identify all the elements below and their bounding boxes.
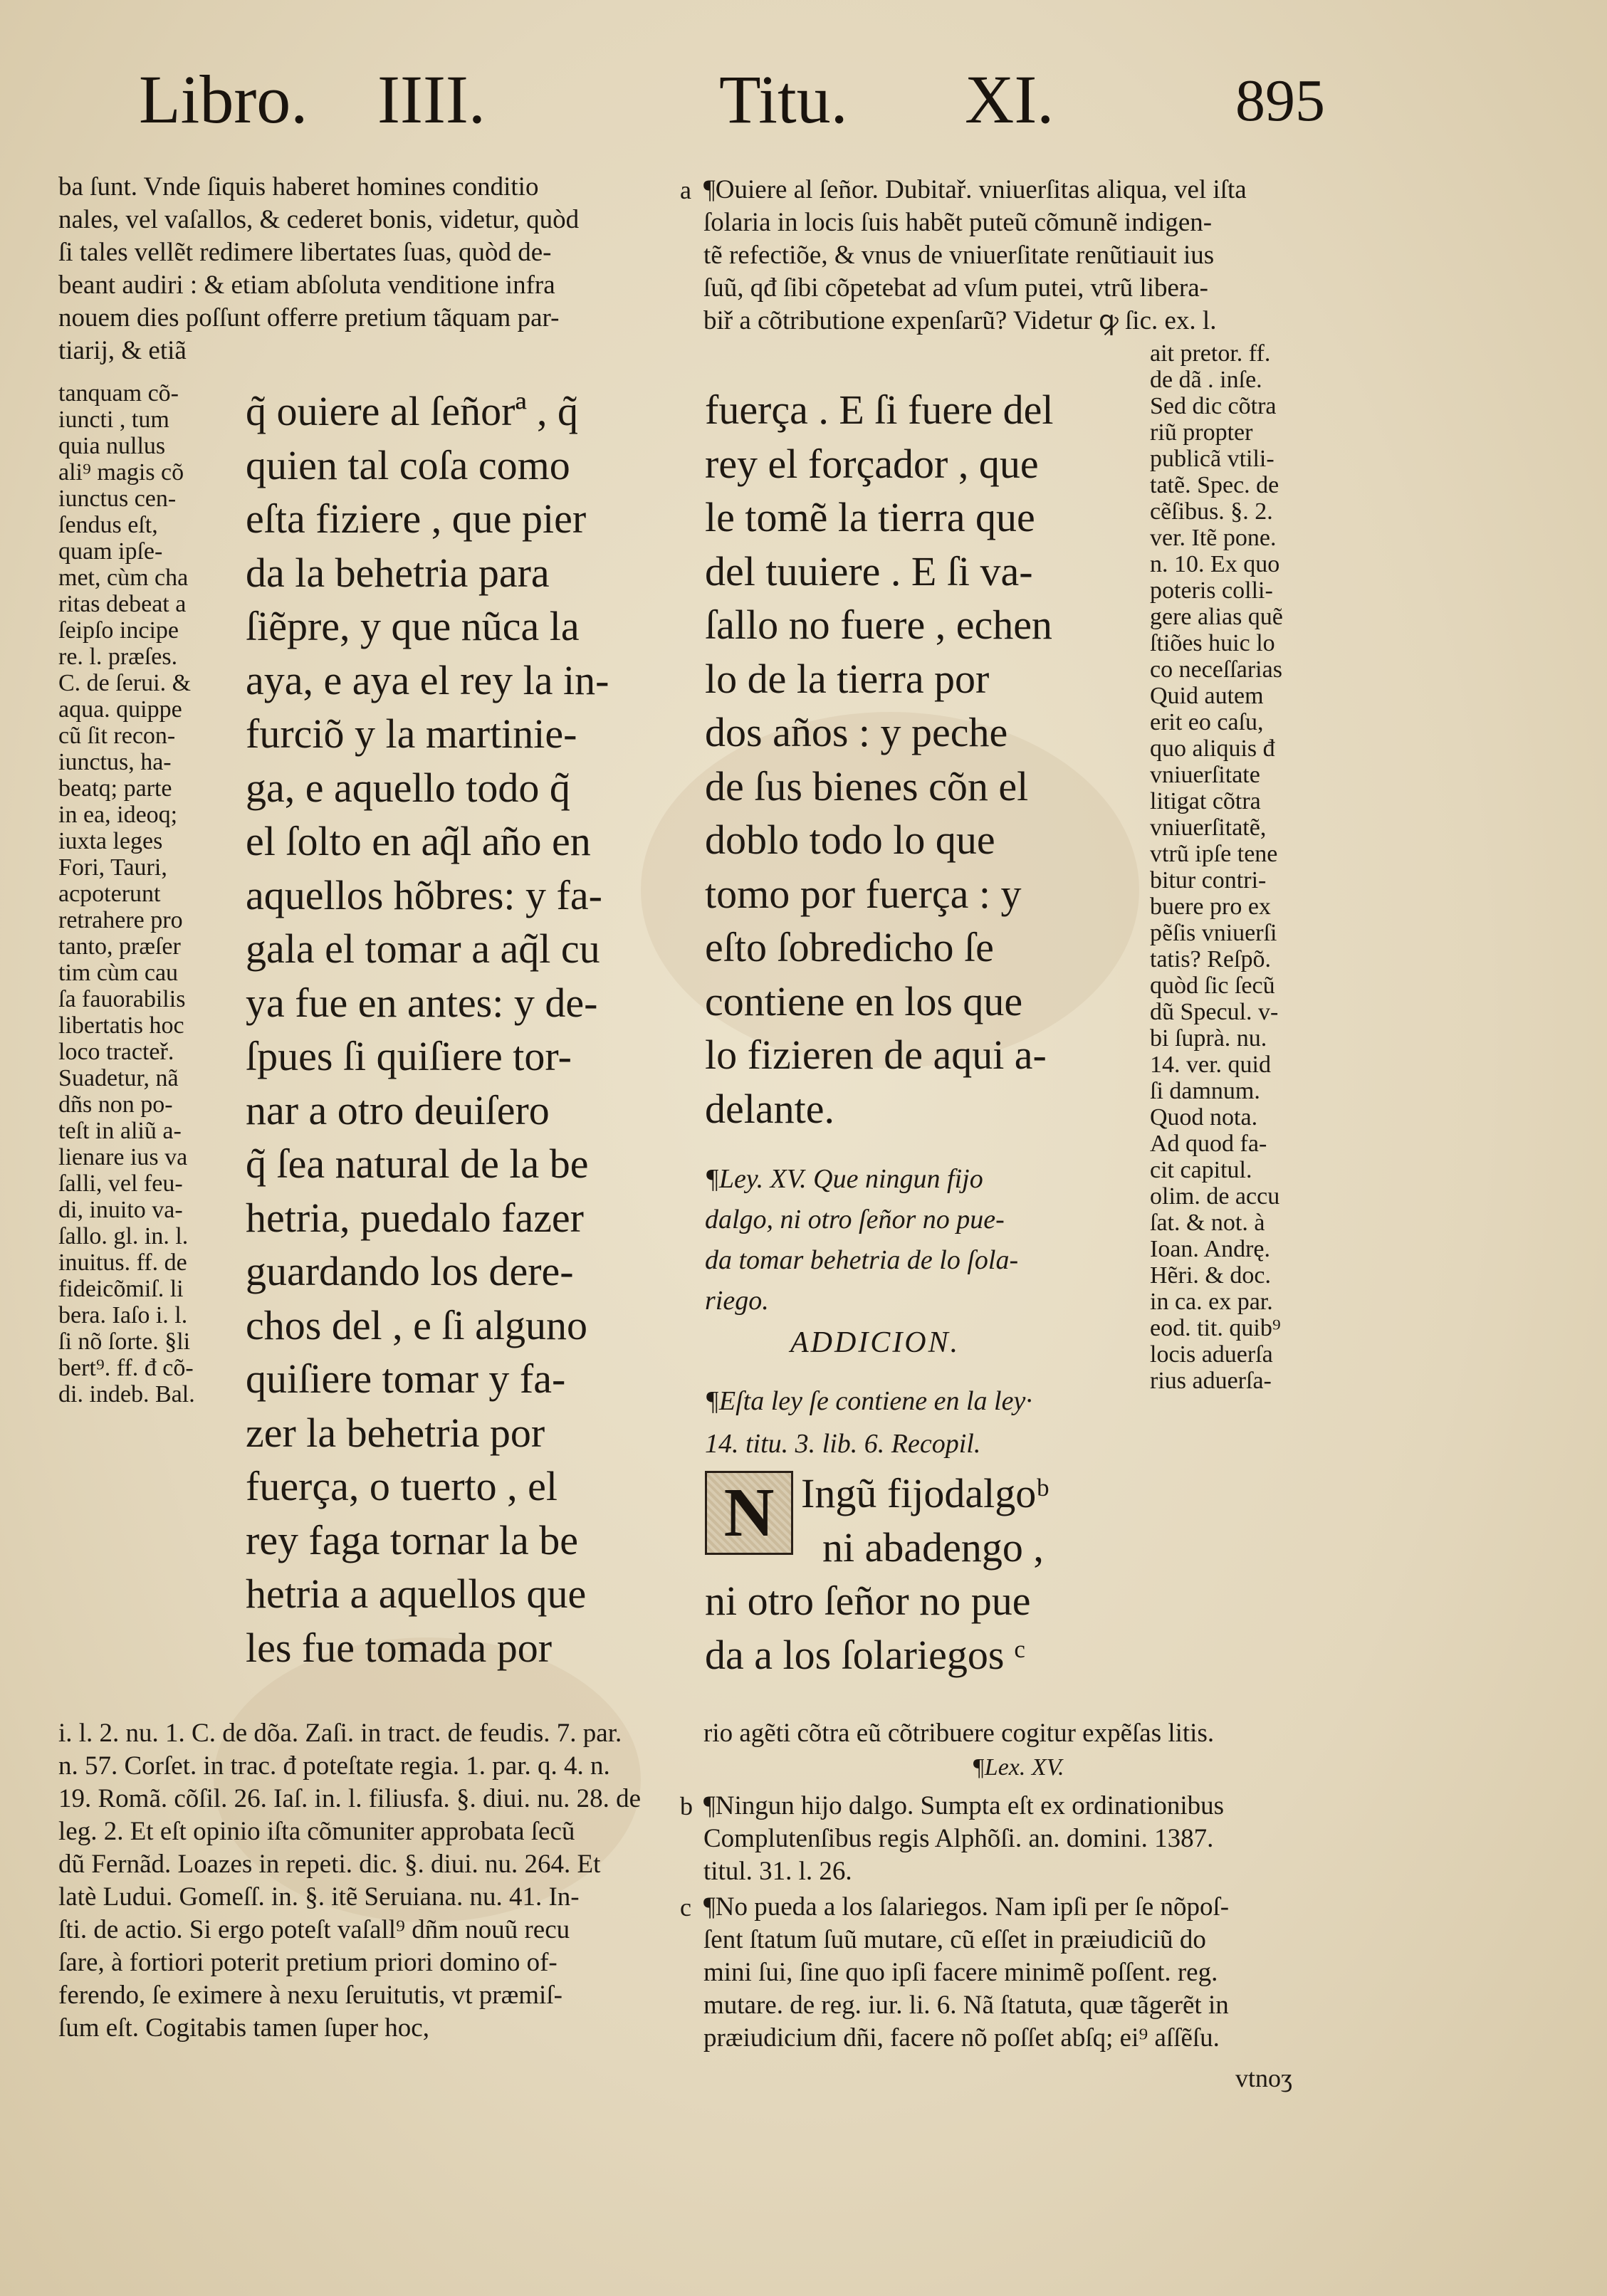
text-line: chos del , e ſi alguno [246, 1301, 588, 1348]
gloss-line: ſi nõ ſorte. §li [58, 1328, 191, 1355]
gloss-line: gere alias quẽ [1150, 604, 1283, 630]
gloss-line: retrahere pro [58, 907, 183, 933]
text-line: nar a otro deuiſero [246, 1086, 550, 1133]
gloss-line: acpoterunt [58, 881, 161, 907]
gloss-line: iunctus cen- [58, 486, 177, 512]
gloss-line: dũ Fernãd. Loazes in repeti. dic. §. diui. nu. 264. Et [58, 1850, 601, 1879]
header-titulo: Titu. [719, 61, 848, 137]
gloss-right-margin [1150, 340, 1342, 1394]
text-line: aya, e aya el rey la in- [246, 656, 609, 703]
text-line: lo de la tierra por [705, 655, 990, 702]
gloss-line: beatq; parte [58, 775, 172, 802]
text-line: ſallo no fuere , echen [705, 602, 1052, 648]
gloss-line: ſallo. gl. in. l. [58, 1223, 189, 1249]
text-line: aquellos hõbres: y fa- [246, 871, 602, 918]
gloss-line: ſi damnum. [1150, 1078, 1260, 1104]
gloss-line: cẽſibus. §. 2. [1150, 498, 1273, 525]
text-line: eſto ſobredicho ſe [705, 924, 994, 970]
catchword: vtnoʒ [1235, 2064, 1292, 2092]
gloss-line: quo aliquis đ [1150, 735, 1275, 762]
gloss-line: Quod nota. [1150, 1104, 1258, 1131]
ley-heading [705, 1159, 1125, 1321]
gloss-line: ſalli, vel feu- [58, 1170, 183, 1197]
gloss-line: loco tracteř. [58, 1039, 174, 1065]
text-line: guardando los dere- [246, 1248, 574, 1294]
gloss-line: ſeipſo incipe [58, 617, 179, 644]
gloss-top-left [58, 171, 671, 367]
text-line: tomo por fuerça : y [705, 870, 1022, 917]
text-line: fuerça, o tuerto , el [246, 1463, 558, 1509]
gloss-line: di, inuito va- [58, 1197, 183, 1223]
text-line: rey el forçador , que [705, 440, 1039, 487]
text-line: dos años : y peche [705, 709, 1008, 755]
gloss-line: bi ſuprà. nu. [1150, 1025, 1267, 1052]
gloss-line: quam ipſe- [58, 538, 163, 565]
gloss-line: Quid autem [1150, 683, 1264, 709]
text-line: le tomẽ la tierra que [705, 494, 1035, 540]
gloss-line: vtrũ ipſe tene [1150, 841, 1278, 867]
gloss-line: ver. Itẽ pone. [1150, 525, 1277, 551]
gloss-line: 14. ver. quid [1150, 1052, 1271, 1078]
gloss-line: biř a cõtributione expenſarũ? Videtur ꝙ ſic. ex. l. [703, 306, 1217, 335]
text-line: ni otro ſeñor no pue [705, 1578, 1031, 1624]
gloss-line: fideicõmiſ. li [58, 1276, 184, 1302]
gloss-line: tiarij, & etiã [58, 336, 187, 365]
gloss-line: n. 10. Ex quo [1150, 551, 1280, 577]
text-line: q̃ ouiere al ſeñorª , q̃ [246, 388, 578, 434]
text-line: eſta fiziere , que pier [246, 496, 587, 542]
gloss-line: riũ propter [1150, 419, 1253, 446]
gloss-line: tanto, præſer [58, 933, 181, 960]
text-line: quien tal coſa como [246, 441, 570, 488]
gloss-line: ¶No pueda a los ſalariegos. Nam ipſi per ſe nõpoſ- [703, 1892, 1230, 1922]
gloss-line: ſent ſtatum ſuũ mutare, cũ eſſet in præiudiciũ do [703, 1925, 1206, 1954]
gloss-line: erit eo caſu, [1150, 709, 1264, 735]
gloss-line: ſum eſt. Cogitabis tamen ſuper hoc, [58, 2013, 429, 2043]
gloss-marker-c: c [680, 1893, 691, 1922]
gloss-line: di. indeb. Bal. [58, 1381, 195, 1408]
gloss-line: dũ Specul. v- [1150, 999, 1279, 1025]
gloss-line: quia nullus [58, 433, 166, 459]
header-titulo-number: XI. [965, 61, 1054, 137]
text-line: hetria a aquellos que [246, 1571, 587, 1617]
gloss-line: n. 57. Corſet. in trac. đ poteſtate regia. 1. par. q. 4. n. [58, 1751, 610, 1781]
gloss-line: bitur contri- [1150, 867, 1267, 893]
drop-cap: N [705, 1471, 793, 1555]
text-line: ni abadengo , [822, 1524, 1044, 1571]
lex-label: ¶Lex. XV. [972, 1754, 1064, 1781]
gloss-line: tẽ refectiõe, & vnus de vniuerſitate renũtiauit ius [703, 241, 1215, 270]
gloss-line: in ea, ideoq; [58, 802, 178, 828]
gloss-line: ſa fauorabilis [58, 986, 186, 1012]
gloss-line: inuitus. ff. de [58, 1249, 187, 1276]
text-line: ſiẽpre, y que nũca la [246, 603, 580, 649]
folio-number: 895 [1235, 68, 1325, 134]
gloss-line: nouem dies poſſunt offerre pretium tãquam par- [58, 303, 560, 332]
gloss-line: ſat. & not. à [1150, 1210, 1265, 1236]
gloss-line: latè Ludui. Gomeſſ. in. §. itẽ Seruiana. nu. 41. In- [58, 1882, 580, 1912]
gloss-marker-b: b [680, 1792, 693, 1820]
text-line: gala el tomar a aq̃l cu [246, 926, 600, 972]
gloss-line: tanquam cõ- [58, 380, 179, 407]
text-line: lo fizieren de aqui a- [705, 1032, 1047, 1078]
gloss-line: lienare ius va [58, 1144, 188, 1170]
text-line: Ingũ fijodalgoᵇ [801, 1470, 1049, 1516]
text-line: les fue tomada por [246, 1624, 553, 1671]
gloss-line: dñs non po- [58, 1091, 173, 1118]
gloss-line: olim. de accu [1150, 1183, 1280, 1210]
gloss-line: ſendus eſt, [58, 512, 158, 538]
text-line: ſpues ſi quiſiere tor- [246, 1033, 572, 1079]
text-line: q̃ ſea natural de la be [246, 1141, 589, 1187]
gloss-line: de dã . inſe. [1150, 367, 1262, 393]
gloss-line: ait pretor. ff. [1150, 340, 1271, 367]
gloss-line: Hẽri. & doc. [1150, 1262, 1271, 1289]
addicion-line: ¶Eſta ley ſe contiene en la ley· [705, 1386, 1032, 1416]
gloss-line: ſuũ, qđ ſibi cõpetebat ad vſum putei, vtrũ libera- [703, 273, 1208, 303]
gloss-line: 19. Romã. cõſil. 26. Iaſ. in. l. filiusfa. §. diui. nu. 28. de [58, 1784, 642, 1813]
gloss-a-end: rio agẽti cõtra eũ cõtribuere cogitur expẽſas litis. [703, 1719, 1215, 1748]
text-line: zer la behetria por [246, 1409, 545, 1456]
text-line: ya fue en antes: y de- [246, 979, 598, 1026]
gloss-line: iunctus, ha- [58, 749, 172, 775]
gloss-line: i. l. 2. nu. 1. C. de dõa. Zaſi. in tract. de feudis. 7. par. [58, 1719, 622, 1748]
gloss-line: mutare. de reg. iur. li. 6. Nã ſtatuta, quæ tãgerẽt in [703, 1991, 1229, 2020]
gloss-line: ſti. de actio. Si ergo poteſt vaſall⁹ dñm nouũ recu [58, 1915, 570, 1944]
gloss-line: cit capitul. [1150, 1157, 1252, 1183]
gloss-line: teſt in aliũ a- [58, 1118, 182, 1144]
gloss-line: C. de ſerui. & [58, 670, 192, 696]
text-line: doblo todo lo que [705, 817, 995, 863]
gloss-line: iuxta leges [58, 828, 163, 854]
text-line: da la behetria para [246, 549, 550, 596]
gloss-line: re. l. præſes. [58, 644, 178, 670]
gloss-line: tatẽ. Spec. de [1150, 472, 1279, 498]
addicion-heading: ADDICION. [790, 1326, 960, 1359]
gloss-line: vniuerſitate [1150, 762, 1260, 788]
text-line: del tuuiere . E ſi va- [705, 547, 1033, 594]
gloss-line: beant audiri : & etiam abſoluta venditione infra [58, 271, 555, 300]
addicion-text [705, 1380, 1125, 1465]
gloss-marker-a: a [680, 176, 691, 204]
gloss-line: eod. tit. quib⁹ [1150, 1315, 1281, 1341]
gloss-line: bert⁹. ff. đ cõ- [58, 1355, 194, 1381]
gloss-a [703, 174, 1330, 337]
gloss-left-margin [58, 380, 240, 1408]
gloss-line: ſare, à fortiori poterit pretium priori domino of- [58, 1948, 558, 1977]
gloss-line: tatis? Reſpõ. [1150, 946, 1271, 973]
gloss-line: publicã vtili- [1150, 446, 1274, 472]
gloss-line: tim cùm cau [58, 960, 179, 986]
gloss-line: nales, vel vaſallos, & cederet bonis, videtur, quòd [58, 205, 580, 234]
gloss-line: Fori, Tauri, [58, 854, 167, 881]
gloss-line: titul. 31. l. 26. [703, 1857, 852, 1886]
gloss-line: poteris colli- [1150, 577, 1273, 604]
main-text-column-2 [705, 383, 1125, 1136]
ley-body-indent [801, 1467, 1129, 1574]
gloss-line: Sed dic cõtra [1150, 393, 1277, 419]
heading-line: riego. [705, 1286, 769, 1316]
gloss-line: co neceſſarias [1150, 656, 1282, 683]
gloss-line: in ca. ex par. [1150, 1289, 1273, 1315]
gloss-line: leg. 2. Et eſt opinio iſta cõmuniter approbata ſecũ [58, 1817, 575, 1846]
text-line: ga, e aquello todo q̃ [246, 764, 570, 811]
gloss-line: ba ſunt. Vnde ſiquis haberet homines conditio [58, 172, 539, 201]
gloss-line: Ioan. Andrę. [1150, 1236, 1271, 1262]
gloss-line: aqua. quippe [58, 696, 182, 723]
gloss-line: pẽſis vniuerſi [1150, 920, 1277, 946]
main-text-column-1 [246, 384, 673, 1674]
gloss-line: litigat cõtra [1150, 788, 1261, 814]
gloss-line: Suadetur, nã [58, 1065, 179, 1091]
gloss-line: libertatis hoc [58, 1012, 184, 1039]
gloss-line: buere pro ex [1150, 893, 1271, 920]
text-line: rey faga tornar la be [246, 1516, 578, 1563]
gloss-line: met, cùm cha [58, 565, 189, 591]
text-line: hetria, puedalo fazer [246, 1194, 584, 1241]
gloss-line: rius aduerſa- [1150, 1368, 1272, 1394]
gloss-c [703, 1891, 1330, 2055]
heading-line: dalgo, ni otro ſeñor no pue- [705, 1205, 1005, 1235]
text-line: de ſus bienes cõn el [705, 762, 1029, 809]
heading-line: da tomar behetria de lo ſola- [705, 1245, 1019, 1275]
gloss-bottom-left [58, 1717, 671, 2045]
gloss-line: ali⁹ magis cõ [58, 459, 184, 486]
gloss-line: bera. Iaſo i. l. [58, 1302, 188, 1328]
gloss-line: ritas debeat a [58, 591, 187, 617]
text-line: quiſiere tomar y fa- [246, 1356, 566, 1402]
gloss-line: locis aduerſa [1150, 1341, 1273, 1368]
text-line: delante. [705, 1085, 834, 1132]
gloss-b [703, 1790, 1330, 1888]
text-line: el ſolto en aq̃l año en [246, 818, 591, 864]
gloss-line: ſtiões huic lo [1150, 630, 1275, 656]
addicion-line: 14. titu. 3. lib. 6. Recopil. [705, 1429, 981, 1459]
gloss-line: vniuerſitatẽ, [1150, 814, 1267, 841]
heading-line: ¶Ley. XV. Que ningun fijo [705, 1164, 983, 1194]
gloss-line: ¶Ouiere al ſeñor. Dubitař. vniuerſitas aliqua, vel iſta [703, 175, 1247, 204]
gloss-line: quòd ſic ſecũ [1150, 973, 1275, 999]
text-line: contiene en los que [705, 977, 1023, 1024]
gloss-line: mini ſui, ſine quo ipſi facere minimẽ poſſent. reg. [703, 1958, 1218, 1987]
gloss-line: cũ ſit recon- [58, 723, 176, 749]
gloss-line: Complutenſibus regis Alphõſi. an. domini. 1387. [703, 1824, 1214, 1853]
text-line: da a los ſolariegos ᶜ [705, 1631, 1025, 1678]
text-line: fuerça . E ſi fuere del [705, 387, 1054, 433]
gloss-line: ſolaria in locis ſuis habẽt puteũ cõmunẽ indigen- [703, 208, 1213, 237]
gloss-line: iuncti , tum [58, 407, 169, 433]
ley-body [705, 1574, 1129, 1682]
gloss-line: ſi tales vellẽt redimere libertates ſuas, quòd de- [58, 238, 552, 267]
header-libro: Libro. [139, 61, 308, 137]
text-line: furciõ y la martinie- [246, 711, 577, 757]
gloss-line: ferendo, ſe eximere à nexu ſeruitutis, vt præmiſ- [58, 1981, 562, 2010]
gloss-line: ¶Ningun hijo dalgo. Sumpta eſt ex ordinationibus [703, 1791, 1225, 1820]
gloss-line: Ad quod fa- [1150, 1131, 1267, 1157]
gloss-line: præiudicium dñi, facere nõ poſſet abſq; ei⁹ aſſẽſu. [703, 2023, 1220, 2053]
header-libro-number: IIII. [377, 61, 486, 137]
